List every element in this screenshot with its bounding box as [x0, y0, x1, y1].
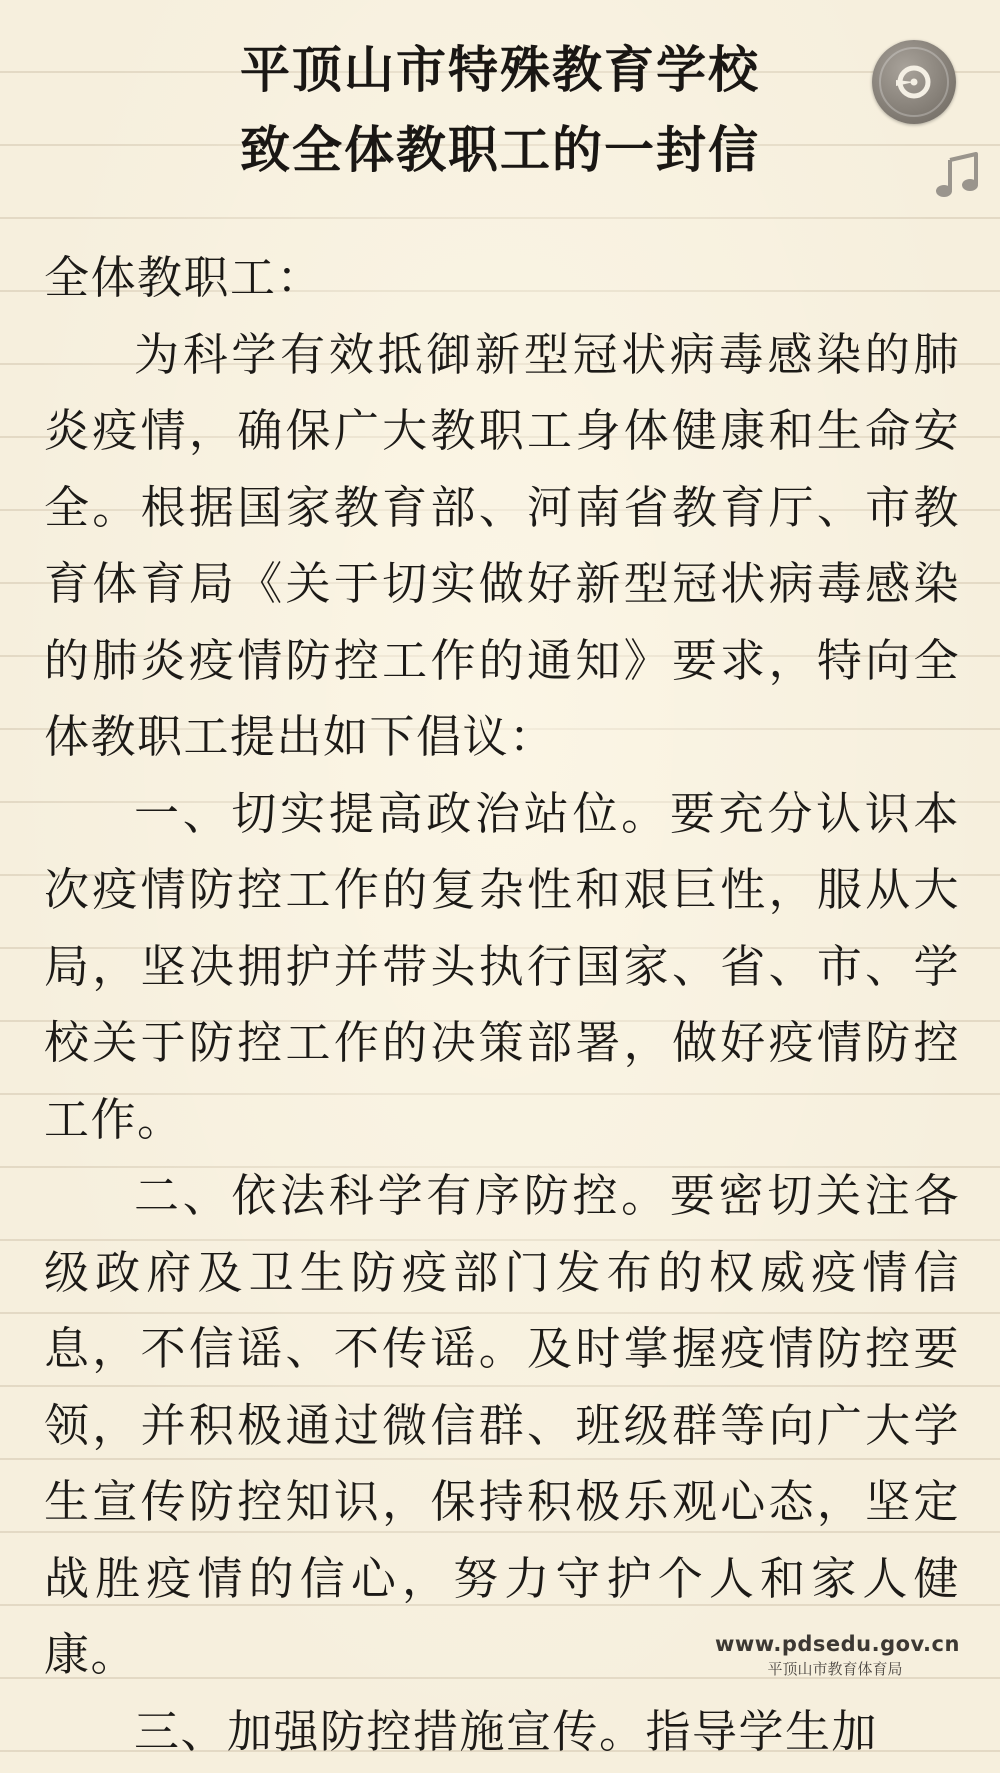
watermark-org: 平顶山市教育体育局: [767, 1660, 903, 1678]
watermark: [715, 1632, 960, 1679]
salutation: 全体教职工：: [44, 251, 324, 304]
letter-body: [44, 240, 960, 1770]
paragraph-1: 一、切实提高政治站位。要充分认识本次疫情防控工作的复杂性和艰巨性，服从大局，坚决拥护并带头执行国家、省、市、学校关于防控工作的决策部署，做好疫情防控工作。: [44, 786, 960, 1146]
paragraph-intro: 为科学有效抵御新型冠状病毒感染的肺炎疫情，确保广大教职工身体健康和生命安全。根据国家教育部、河南省教育厅、市教育体育局《关于切实做好新型冠状病毒感染的肺炎疫情防控工作的通知》要求，特向全体教职工提出如下倡议：: [44, 327, 960, 763]
music-note-icon[interactable]: [932, 150, 984, 202]
title-line-1: 平顶山市特殊教育学校: [240, 41, 760, 99]
music-disc-icon[interactable]: [872, 40, 956, 124]
paragraph-2: 二、依法科学有序防控。要密切关注各级政府及卫生防疫部门发布的权威疫情信息，不信谣、不传谣。及时掌握疫情防控要领，并积极通过微信群、班级群等向广大学生宣传防控知识，保持积极乐观心态，坚定战胜疫情的信心，努力守护个人和家人健康。: [44, 1169, 960, 1681]
letter-title: [0, 30, 1000, 190]
paragraph-3: 三、加强防控措施宣传。指导学生加: [134, 1704, 879, 1758]
watermark-url: www.pdsedu.gov.cn: [715, 1632, 960, 1656]
title-line-2: 致全体教职工的一封信: [240, 121, 760, 179]
